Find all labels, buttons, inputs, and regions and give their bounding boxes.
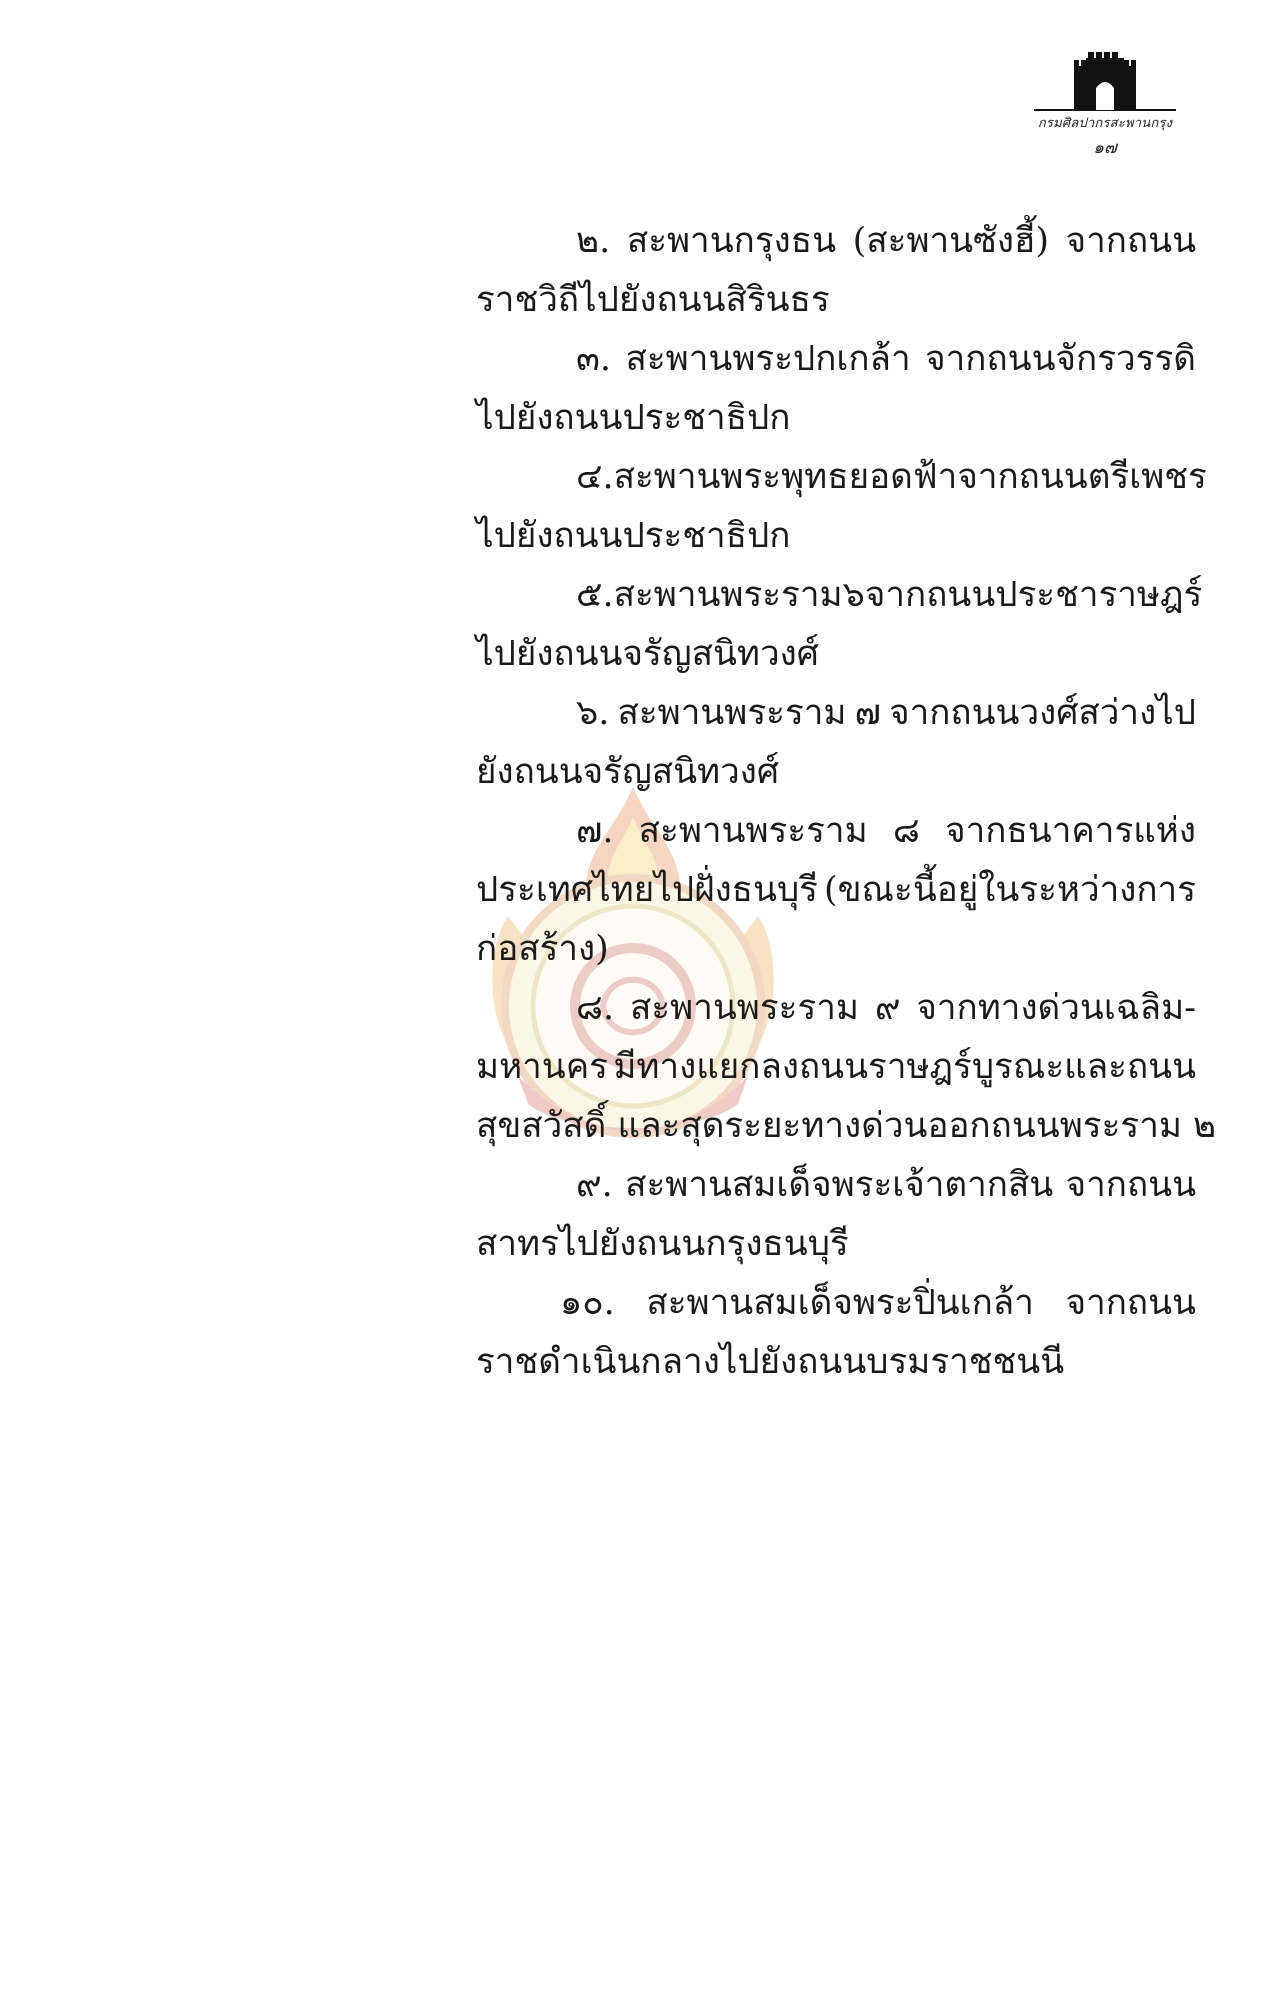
- item-last-line: ราชวิถีไปยังถนนสิรินธร: [476, 280, 830, 320]
- item-last-line: ไปยังถนนประชาธิปก: [476, 516, 791, 556]
- item-first-line: [476, 684, 1196, 743]
- item-first-line: [476, 979, 1196, 1038]
- item-word: ประเทศไทยไปฝั่งธนบุรี: [476, 870, 818, 910]
- page-number: ๑๗: [1093, 138, 1117, 158]
- item-first-line: [476, 802, 1196, 861]
- item-first-line: [476, 212, 1196, 271]
- item-word: สะพานพระราม: [638, 811, 868, 851]
- item-word: (สะพานซังฮี้): [852, 221, 1049, 261]
- list-item: [476, 684, 1196, 802]
- item-word: จากถนนประชาราษฎร์: [864, 575, 1203, 615]
- item-word: สะพานพระพุทธยอดฟ้า: [613, 457, 958, 497]
- item-word: สะพานพระราม: [617, 693, 847, 733]
- item-first-line: [476, 330, 1196, 389]
- item-number: ๔.: [576, 457, 614, 497]
- item-word: จากถนน: [1065, 1283, 1196, 1323]
- item-word: ๘: [892, 811, 920, 851]
- item-last-line: สุขสวัสดิ์ และสุดระยะทางด่วนออกถนนพระราม ๒: [476, 1106, 1217, 1146]
- item-number: ๙.: [576, 1165, 613, 1205]
- list-item: [476, 330, 1196, 448]
- item-word: ๙: [874, 988, 901, 1028]
- item-word: (ขณะนี้อยู่ในระหว่างการ: [823, 870, 1196, 910]
- item-number: ๘.: [576, 988, 615, 1028]
- item-number: ๒.: [576, 221, 611, 261]
- item-first-line: [476, 448, 1207, 507]
- item-first-line: [476, 566, 1203, 625]
- item-first-line: [476, 1274, 1196, 1333]
- item-first-line: [476, 1156, 1196, 1215]
- item-last-line: ยังถนนจรัญสนิทวงศ์: [476, 752, 780, 792]
- item-word: จากถนนตรีเพชร: [957, 457, 1207, 497]
- body-text: [476, 212, 1217, 1392]
- item-word: สะพานพระราม: [613, 575, 843, 615]
- item-middle-line: [476, 861, 1196, 920]
- item-word: ๖: [842, 575, 865, 615]
- item-word: ๗: [854, 693, 881, 733]
- item-word: จากธนาคารแห่ง: [945, 811, 1196, 851]
- item-number: ๗.: [576, 811, 614, 851]
- item-middle-line: [476, 1038, 1196, 1097]
- item-number: ๑๐.: [560, 1283, 615, 1323]
- item-last-line: ก่อสร้าง): [476, 929, 609, 969]
- item-word: จากถนน: [1065, 221, 1196, 261]
- list-item: [476, 448, 1207, 566]
- item-word: สะพานสมเด็จพระปิ่นเกล้า: [646, 1283, 1034, 1323]
- item-last-line: ราชดำเนินกลางไปยังถนนบรมราชชนนี: [476, 1342, 1065, 1382]
- item-last-line: ไปยังถนนจรัญสนิทวงศ์: [476, 634, 819, 674]
- item-word: จากถนนจักรวรรดิ: [925, 339, 1196, 379]
- item-word: มหานคร: [476, 1047, 608, 1087]
- list-item: [476, 1274, 1196, 1392]
- item-number: ๖.: [576, 693, 610, 733]
- item-number: ๓.: [576, 339, 612, 379]
- list-item: [476, 979, 1217, 1156]
- item-word: จากถนน: [1065, 1165, 1196, 1205]
- item-last-line: สาทรไปยังถนนกรุงธนบุรี: [476, 1224, 849, 1264]
- item-word: จากทางด่วนเฉลิม-: [916, 988, 1196, 1028]
- item-word: สะพานกรุงธน: [626, 221, 837, 261]
- list-item: [476, 566, 1203, 684]
- item-word: มีทางแยกลงถนนราษฎร์บูรณะและถนน: [613, 1047, 1196, 1087]
- header-caption: กรมศิลปากรสะพานกรุง: [1037, 116, 1173, 131]
- item-word: จากถนนวงศ์สว่างไป: [889, 693, 1196, 733]
- item-word: สะพานสมเด็จพระเจ้าตากสิน: [625, 1165, 1054, 1205]
- list-item: [476, 1156, 1196, 1274]
- item-number: ๕.: [576, 575, 614, 615]
- list-item: [476, 802, 1196, 979]
- item-last-line: ไปยังถนนประชาธิปก: [476, 398, 791, 438]
- list-item: [476, 212, 1196, 330]
- item-word: สะพานพระปกเกล้า: [625, 339, 911, 379]
- item-word: สะพานพระราม: [630, 988, 860, 1028]
